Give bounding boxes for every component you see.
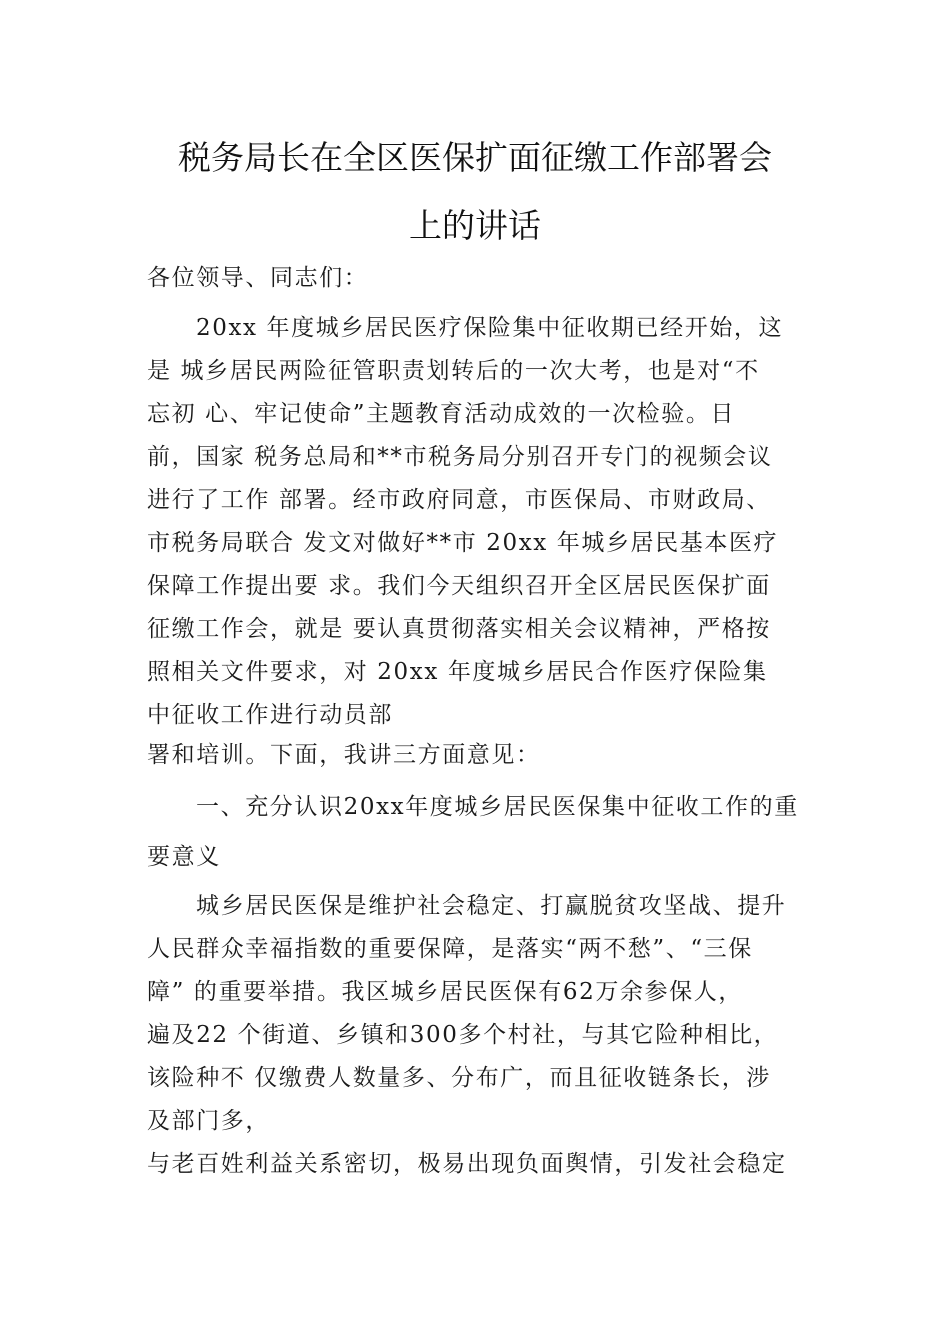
- paragraph-1-line: 市税务局联合 发文对做好**市 20xx 年城乡居民基本医疗: [147, 530, 779, 556]
- paragraph-1-line: 是 城乡居民两险征管职责划转后的一次大考，也是对“不: [147, 358, 760, 384]
- salutation: 各位领导、同志们：: [147, 265, 369, 291]
- paragraph-2-line: 城乡居民医保是维护社会稳定、打赢脱贫攻坚战、提升: [196, 893, 787, 919]
- document-title-line-2: 上的讲话: [409, 206, 541, 245]
- paragraph-1-line: 保障工作提出要 求。我们今天组织召开全区居民医保扩面: [147, 573, 771, 599]
- paragraph-1-line: 征缴工作会，就是 要认真贯彻落实相关会议精神，严格按: [147, 616, 771, 642]
- paragraph-2-line: 遍及22 个街道、乡镇和300多个村社，与其它险种相比，: [147, 1022, 779, 1048]
- paragraph-2-line: 人民群众幸福指数的重要保障，是落实“两不愁”、“三保: [147, 936, 753, 962]
- paragraph-1-line: 署和培训。下面，我讲三方面意见：: [147, 742, 541, 768]
- paragraph-2-line: 与老百姓利益关系密切，极易出现负面舆情，引发社会稳定: [147, 1151, 787, 1177]
- paragraph-1-line: 20xx 年度城乡居民医疗保险集中征收期已经开始，这: [196, 315, 784, 341]
- paragraph-2-line: 该险种不 仅缴费人数量多、分布广，而且征收链条长，涉: [147, 1065, 771, 1091]
- document-title-line-1: 税务局长在全区医保扩面征缴工作部署会: [178, 138, 772, 177]
- section-heading-1-line: 要意义: [147, 844, 221, 870]
- paragraph-2-line: 障” 的重要举措。我区城乡居民医保有62万余参保人，: [147, 979, 743, 1005]
- paragraph-2-line: 及部门多，: [147, 1108, 270, 1134]
- paragraph-1-line: 进行了工作 部署。经市政府同意，市医保局、市财政局、: [147, 487, 771, 513]
- paragraph-1-line: 忘初 心、牢记使命”主题教育活动成效的一次检验。日: [147, 401, 736, 427]
- paragraph-1-line: 照相关文件要求，对 20xx 年度城乡居民合作医疗保险集: [147, 659, 768, 685]
- paragraph-1-line: 中征收工作进行动员部: [147, 702, 393, 728]
- paragraph-1-line: 前，国家 税务总局和**市税务局分别召开专门的视频会议: [147, 444, 773, 470]
- section-heading-1-line: 一、充分认识20xx年度城乡居民医保集中征收工作的重: [196, 794, 799, 820]
